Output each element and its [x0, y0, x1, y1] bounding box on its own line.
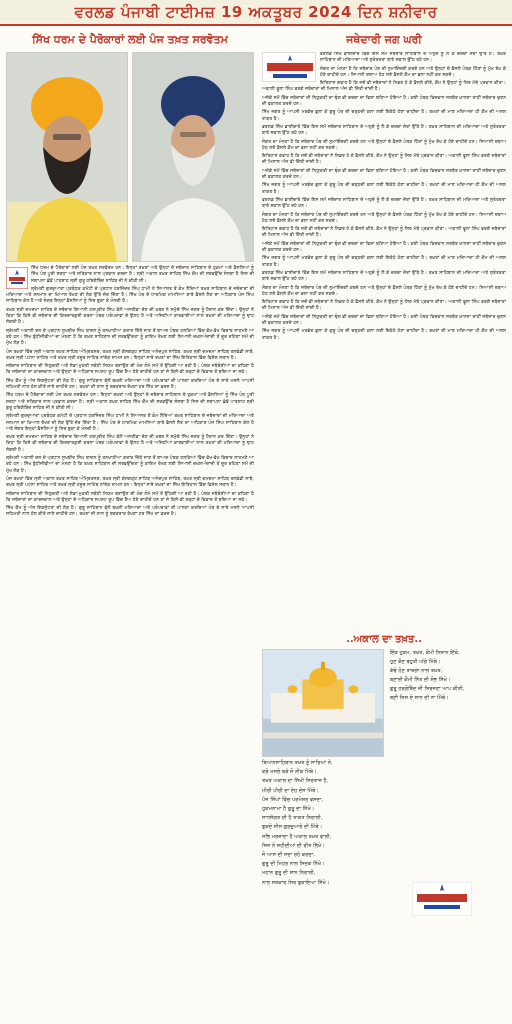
right-paragraph: ਅਜੋਕੇ ਸਮੇਂ ਵਿੱਚ ਜਥੇਦਾਰਾਂ ਦੀ ਨਿਯੁਕਤੀ ਦਾ ਢੰਗ ਵੀ ਚਰਚਾ ਦਾ ਵਿਸ਼ਾ ਬਣਿਆ ਹੋਇਆ ਹੈ। ਕਈ ਪੰਥਕ ਵਿਦਵਾਨ ਸਰਬੱਤ ਖ਼ਾਲਸਾ ਰਾਹੀਂ ਜਥੇਦਾਰ ਚੁਣਨ ਦੀ ਵਕਾਲਤ ਕਰਦੇ ਹਨ।	[262, 314, 506, 326]
right-article-title: ਜਥੇਦਾਰੀ ਜਗ ਘਰੀ	[346, 33, 422, 46]
right-paragraph: ਅਜੋਕੇ ਸਮੇਂ ਵਿੱਚ ਜਥੇਦਾਰਾਂ ਦੀ ਨਿਯੁਕਤੀ ਦਾ ਢੰਗ ਵੀ ਚਰਚਾ ਦਾ ਵਿਸ਼ਾ ਬਣਿਆ ਹੋਇਆ ਹੈ। ਕਈ ਪੰਥਕ ਵਿਦਵਾਨ ਸਰਬੱਤ ਖ਼ਾਲਸਾ ਰਾਹੀਂ ਜਥੇਦਾਰ ਚੁਣਨ ਦੀ ਵਕਾਲਤ ਕਰਦੇ ਹਨ।	[262, 95, 506, 108]
right-paragraph: ਵਰਲਡ ਸਿੱਖ ਭਾਈਚਾਰੇ ਵਿੱਚ ਇਸ ਸਮੇਂ ਜਥੇਦਾਰ ਸਾਹਿਬਾਨ ਦੇ ਅਹੁਦੇ ਨੂੰ ਲੈ ਕੇ ਚਰਚਾ ਜ਼ੋਰਾਂ ਉੱਤੇ ਹੈ। ਤਖ਼ਤ ਸਾਹਿਬਾਨ ਦੀ ਮਰਿਆਦਾ ਅਤੇ ਸੁਤੰਤਰਤਾ ਬਾਰੇ ਸਵਾਲ ਉੱਠ ਰਹੇ ਹਨ।	[320, 52, 506, 64]
right-paragraph: ਅਜੋਕੇ ਸਮੇਂ ਵਿੱਚ ਜਥੇਦਾਰਾਂ ਦੀ ਨਿਯੁਕਤੀ ਦਾ ਢੰਗ ਵੀ ਚਰਚਾ ਦਾ ਵਿਸ਼ਾ ਬਣਿਆ ਹੋਇਆ ਹੈ। ਕਈ ਪੰਥਕ ਵਿਦਵਾਨ ਸਰਬੱਤ ਖ਼ਾਲਸਾ ਰਾਹੀਂ ਜਥੇਦਾਰ ਚੁਣਨ ਦੀ ਵਕਾਲਤ ਕਰਦੇ ਹਨ।	[262, 241, 506, 254]
poem-line: ਸਾਧਸੰਗਤ ਦੀ ਹੈ ਤਾਕਤ ਨਿਰਾਲੀ,	[262, 815, 323, 822]
newspaper-logo-icon	[6, 267, 28, 289]
right-paragraph: ਵਰਲਡ ਸਿੱਖ ਭਾਈਚਾਰੇ ਵਿੱਚ ਇਸ ਸਮੇਂ ਜਥੇਦਾਰ ਸਾਹਿਬਾਨ ਦੇ ਅਹੁਦੇ ਨੂੰ ਲੈ ਕੇ ਚਰਚਾ ਜ਼ੋਰਾਂ ਉੱਤੇ ਹੈ। ਤਖ਼ਤ ਸਾਹਿਬਾਨ ਦੀ ਮਰਿਆਦਾ ਅਤੇ ਸੁਤੰਤਰਤਾ ਬਾਰੇ ਸਵਾਲ ਉੱਠ ਰਹੇ ਹਨ।	[262, 124, 506, 137]
poem-line: ਇੱਕ ਹੁਕਮ, ਤਖ਼ਤ, ਕੌਮੀ ਨਿਸ਼ਾਨ ਇੱਕੋ,	[390, 650, 460, 656]
portrait-photos	[6, 52, 254, 262]
poem-side-text	[390, 649, 506, 757]
footer-newspaper-logo	[412, 882, 472, 916]
poem-line: ਨਾਲ ਸਤਕਾਰ ਸਿਰ ਝੁਕਾਇਆ ਸਿੱਖੇ।	[262, 879, 330, 886]
right-paragraph: ਸੰਗਤ ਦਾ ਮੰਨਣਾ ਹੈ ਕਿ ਜਥੇਦਾਰ ਪੰਥ ਦੀ ਨੁਮਾਇੰਦਗੀ ਕਰਦੇ ਹਨ ਅਤੇ ਉਨ੍ਹਾਂ ਦੇ ਫ਼ੈਸਲੇ ਪੰਥਕ ਹਿੱਤਾਂ ਨੂੰ ਮੁੱਖ ਰੱਖ ਕੇ ਹੋਣੇ ਚਾਹੀਦੇ ਹਨ। ਸਿਆਸੀ ਦਬਾਅ ਹੇਠ ਲਏ ਫ਼ੈਸਲੇ ਕੌਮ ਦਾ ਭਲਾ ਨਹੀਂ ਕਰ ਸਕਦੇ।	[262, 212, 506, 224]
left-article-title: ਸਿੱਖ ਧਰਮ ਦੇ ਪੈਰੋਕਾਰਾਂ ਲਈ ਪੰਜ ਤਖ਼ਤ ਸਰਵੋਤਮ	[32, 33, 228, 46]
left-paragraph: ਪੰਜ ਤਖ਼ਤਾਂ ਵਿੱਚ ਸ੍ਰੀ ਅਕਾਲ ਤਖ਼ਤ ਸਾਹਿਬ ਅੰਮ੍ਰਿਤਸਰ, ਤਖ਼ਤ ਸ੍ਰੀ ਕੇਸਗੜ੍ਹ ਸਾਹਿਬ ਅਨੰਦਪੁਰ ਸਾਹਿਬ, ਤਖ਼ਤ ਸ੍ਰੀ ਦਮਦਮਾ ਸਾਹਿਬ ਤਲਵੰਡੀ ਸਾਬੋ, ਤਖ਼ਤ ਸ੍ਰੀ ਪਟਨਾ ਸਾਹਿਬ ਅਤੇ ਤਖ਼ਤ ਸ੍ਰੀ ਹਜ਼ੂਰ ਸਾਹਿਬ ਨਾਂਦੇੜ ਸ਼ਾਮਲ ਹਨ। ਇਨ੍ਹਾਂ ਸਾਰੇ ਤਖ਼ਤਾਂ ਦਾ ਸਿੱਖ ਇਤਿਹਾਸ ਵਿੱਚ ਵਿਸ਼ੇਸ਼ ਸਥਾਨ ਹੈ।	[6, 476, 254, 489]
poem-line: ਗੁਰੂ ਹਰਗੋਬਿੰਦ ਜੀ ਸਿਰਜਣਾ ਆਪ ਕੀਤੀ,	[390, 686, 465, 692]
golden-temple-image	[262, 649, 384, 757]
right-article	[262, 32, 506, 1018]
left-paragraph: ਸ਼੍ਰੋਮਣੀ ਅਕਾਲੀ ਦਲ ਦੇ ਪ੍ਰਧਾਨ ਸੁਖਬੀਰ ਸਿੰਘ ਬਾਦਲ ਨੂੰ ਤਨਖ਼ਾਹੀਆ ਕਰਾਰ ਦਿੱਤੇ ਜਾਣ ਤੋਂ ਬਾਅਦ ਪੰਥਕ ਹਲਕਿਆਂ ਵਿੱਚ ਵੱਖ-ਵੱਖ ਵਿਚਾਰ ਸਾਹਮਣੇ ਆ ਰਹੇ ਹਨ। ਸਿੱਖ ਬੁੱਧੀਜੀਵੀਆਂ ਦਾ ਮੰਨਣਾ ਹੈ ਕਿ ਤਖ਼ਤ ਸਾਹਿਬਾਨ ਦੀ ਸਰਵਉੱਚਤਾ ਨੂੰ ਕਾਇਮ ਰੱਖਣ ਲਈ ਸਿਆਸੀ ਦਖ਼ਲਅੰਦਾਜ਼ੀ ਤੋਂ ਦੂਰ ਰਹਿਣਾ ਸਮੇਂ ਦੀ ਮੁੱਖ ਲੋੜ ਹੈ।	[6, 456, 254, 474]
poem-line: ਮੀਰੀ ਪੀਰੀ ਦਾ ਏਹ ਦੇਸ ਮਿੱਥੇ।	[262, 787, 319, 794]
right-paragraph: ਸਿੱਖ ਜਗਤ ਨੂੰ ਆਪਸੀ ਮਤਭੇਦ ਭੁਲਾ ਕੇ ਗੁਰੂ ਪੰਥ ਦੀ ਚੜ੍ਹਦੀ ਕਲਾ ਲਈ ਇਕੱਠੇ ਹੋਣਾ ਚਾਹੀਦਾ ਹੈ। ਤਖ਼ਤਾਂ ਦੀ ਮਾਣ ਮਰਿਆਦਾ ਹੀ ਕੌਮ ਦੀ ਅਸਲ ਤਾਕਤ ਹੈ।	[262, 183, 506, 195]
poem-bottom-text	[262, 759, 384, 888]
portrait-photo-2	[132, 52, 254, 262]
poem-line: ਜੋ ਆਸ ਦੀ ਸਦਾ ਰਹੇ ਕਰਦਾ,	[262, 852, 315, 859]
left-paragraph: ਸ਼੍ਰੋਮਣੀ ਅਕਾਲੀ ਦਲ ਦੇ ਪ੍ਰਧਾਨ ਸੁਖਬੀਰ ਸਿੰਘ ਬਾਦਲ ਨੂੰ ਤਨਖ਼ਾਹੀਆ ਕਰਾਰ ਦਿੱਤੇ ਜਾਣ ਤੋਂ ਬਾਅਦ ਪੰਥਕ ਹਲਕਿਆਂ ਵਿੱਚ ਵੱਖ-ਵੱਖ ਵਿਚਾਰ ਸਾਹਮਣੇ ਆ ਰਹੇ ਹਨ। ਸਿੱਖ ਬੁੱਧੀਜੀਵੀਆਂ ਦਾ ਮੰਨਣਾ ਹੈ ਕਿ ਤਖ਼ਤ ਸਾਹਿਬਾਨ ਦੀ ਸਰਵਉੱਚਤਾ ਨੂੰ ਕਾਇਮ ਰੱਖਣ ਲਈ ਸਿਆਸੀ ਦਖ਼ਲਅੰਦਾਜ਼ੀ ਤੋਂ ਦੂਰ ਰਹਿਣਾ ਸਮੇਂ ਦੀ ਮੁੱਖ ਲੋੜ ਹੈ।	[6, 328, 254, 347]
right-paragraph: ਸਿੱਖ ਜਗਤ ਨੂੰ ਆਪਸੀ ਮਤਭੇਦ ਭੁਲਾ ਕੇ ਗੁਰੂ ਪੰਥ ਦੀ ਚੜ੍ਹਦੀ ਕਲਾ ਲਈ ਇਕੱਠੇ ਹੋਣਾ ਚਾਹੀਦਾ ਹੈ। ਤਖ਼ਤਾਂ ਦੀ ਮਾਣ ਮਰਿਆਦਾ ਹੀ ਕੌਮ ਦੀ ਅਸਲ ਤਾਕਤ ਹੈ।	[262, 256, 506, 268]
poem-line: ਮਹਾਨ ਗੁਰੂ ਦੀ ਸ਼ਾਨ ਨਿਰਾਲੀ,	[262, 870, 316, 877]
masthead	[0, 0, 512, 26]
right-paragraph: ਸਿੱਖ ਜਗਤ ਨੂੰ ਆਪਸੀ ਮਤਭੇਦ ਭੁਲਾ ਕੇ ਗੁਰੂ ਪੰਥ ਦੀ ਚੜ੍ਹਦੀ ਕਲਾ ਲਈ ਇਕੱਠੇ ਹੋਣਾ ਚਾਹੀਦਾ ਹੈ। ਤਖ਼ਤਾਂ ਦੀ ਮਾਣ ਮਰਿਆਦਾ ਹੀ ਕੌਮ ਦੀ ਅਸਲ ਤਾਕਤ ਹੈ।	[262, 329, 506, 341]
left-paragraph: ਪੰਜ ਤਖ਼ਤਾਂ ਵਿੱਚ ਸ੍ਰੀ ਅਕਾਲ ਤਖ਼ਤ ਸਾਹਿਬ ਅੰਮ੍ਰਿਤਸਰ, ਤਖ਼ਤ ਸ੍ਰੀ ਕੇਸਗੜ੍ਹ ਸਾਹਿਬ ਅਨੰਦਪੁਰ ਸਾਹਿਬ, ਤਖ਼ਤ ਸ੍ਰੀ ਦਮਦਮਾ ਸਾਹਿਬ ਤਲਵੰਡੀ ਸਾਬੋ, ਤਖ਼ਤ ਸ੍ਰੀ ਪਟਨਾ ਸਾਹਿਬ ਅਤੇ ਤਖ਼ਤ ਸ੍ਰੀ ਹਜ਼ੂਰ ਸਾਹਿਬ ਨਾਂਦੇੜ ਸ਼ਾਮਲ ਹਨ। ਇਨ੍ਹਾਂ ਸਾਰੇ ਤਖ਼ਤਾਂ ਦਾ ਸਿੱਖ ਇਤਿਹਾਸ ਵਿੱਚ ਵਿਸ਼ੇਸ਼ ਸਥਾਨ ਹੈ।	[6, 349, 254, 361]
right-paragraph: ਇਤਿਹਾਸ ਗਵਾਹ ਹੈ ਕਿ ਜਦੋਂ ਵੀ ਜਥੇਦਾਰਾਂ ਨੇ ਨਿਡਰ ਹੋ ਕੇ ਫ਼ੈਸਲੇ ਕੀਤੇ, ਕੌਮ ਨੇ ਉਨ੍ਹਾਂ ਨੂੰ ਸਿਰ ਮੱਥੇ ਪ੍ਰਵਾਨ ਕੀਤਾ। ਅਕਾਲੀ ਫੂਲਾ ਸਿੰਘ ਵਰਗੇ ਜਥੇਦਾਰਾਂ ਦੀ ਮਿਸਾਲ ਅੱਜ ਵੀ ਦਿੱਤੀ ਜਾਂਦੀ ਹੈ।	[262, 300, 506, 312]
right-paragraph: ਇਤਿਹਾਸ ਗਵਾਹ ਹੈ ਕਿ ਜਦੋਂ ਵੀ ਜਥੇਦਾਰਾਂ ਨੇ ਨਿਡਰ ਹੋ ਕੇ ਫ਼ੈਸਲੇ ਕੀਤੇ, ਕੌਮ ਨੇ ਉਨ੍ਹਾਂ ਨੂੰ ਸਿਰ ਮੱਥੇ ਪ੍ਰਵਾਨ ਕੀਤਾ। ਅਕਾਲੀ ਫੂਲਾ ਸਿੰਘ ਵਰਗੇ ਜਥੇਦਾਰਾਂ ਦੀ ਮਿਸਾਲ ਅੱਜ ਵੀ ਦਿੱਤੀ ਜਾਂਦੀ ਹੈ।	[262, 227, 506, 239]
left-paragraph: ਜਥੇਦਾਰ ਸਾਹਿਬਾਨ ਦੀ ਨਿਯੁਕਤੀ ਅਤੇ ਸੇਵਾ-ਮੁਕਤੀ ਸਬੰਧੀ ਨਿਯਮ ਬਣਾਉਣ ਦੀ ਮੰਗ ਲੰਮੇ ਸਮੇਂ ਤੋਂ ਉੱਠਦੀ ਆ ਰਹੀ ਹੈ। ਪੰਥਕ ਜਥੇਬੰਦੀਆਂ ਦਾ ਕਹਿਣਾ ਹੈ ਕਿ ਜਥੇਦਾਰਾਂ ਦਾ ਕਾਰਜਕਾਲ ਅਤੇ ਉਨ੍ਹਾਂ ਦੇ ਅਧਿਕਾਰ ਸਪਸ਼ਟ ਰੂਪ ਵਿੱਚ ਤੈਅ ਹੋਣੇ ਚਾਹੀਦੇ ਹਨ ਤਾਂ ਜੋ ਕਿਸੇ ਵੀ ਤਰ੍ਹਾਂ ਦੇ ਵਿਵਾਦ ਤੋਂ ਬਚਿਆ ਜਾ ਸਕੇ।	[6, 491, 254, 503]
right-paragraph: ਵਰਲਡ ਸਿੱਖ ਭਾਈਚਾਰੇ ਵਿੱਚ ਇਸ ਸਮੇਂ ਜਥੇਦਾਰ ਸਾਹਿਬਾਨ ਦੇ ਅਹੁਦੇ ਨੂੰ ਲੈ ਕੇ ਚਰਚਾ ਜ਼ੋਰਾਂ ਉੱਤੇ ਹੈ। ਤਖ਼ਤ ਸਾਹਿਬਾਨ ਦੀ ਮਰਿਆਦਾ ਅਤੇ ਸੁਤੰਤਰਤਾ ਬਾਰੇ ਸਵਾਲ ਉੱਠ ਰਹੇ ਹਨ।	[262, 270, 506, 283]
right-paragraph: ਇਤਿਹਾਸ ਗਵਾਹ ਹੈ ਕਿ ਜਦੋਂ ਵੀ ਜਥੇਦਾਰਾਂ ਨੇ ਨਿਡਰ ਹੋ ਕੇ ਫ਼ੈਸਲੇ ਕੀਤੇ, ਕੌਮ ਨੇ ਉਨ੍ਹਾਂ ਨੂੰ ਸਿਰ ਮੱਥੇ ਪ੍ਰਵਾਨ ਕੀਤਾ। ਅਕਾਲੀ ਫੂਲਾ ਸਿੰਘ ਵਰਗੇ ਜਥੇਦਾਰਾਂ ਦੀ ਮਿਸਾਲ ਅੱਜ ਵੀ ਦਿੱਤੀ ਜਾਂਦੀ ਹੈ।	[262, 81, 506, 93]
right-paragraph: ਸੰਗਤ ਦਾ ਮੰਨਣਾ ਹੈ ਕਿ ਜਥੇਦਾਰ ਪੰਥ ਦੀ ਨੁਮਾਇੰਦਗੀ ਕਰਦੇ ਹਨ ਅਤੇ ਉਨ੍ਹਾਂ ਦੇ ਫ਼ੈਸਲੇ ਪੰਥਕ ਹਿੱਤਾਂ ਨੂੰ ਮੁੱਖ ਰੱਖ ਕੇ ਹੋਣੇ ਚਾਹੀਦੇ ਹਨ। ਸਿਆਸੀ ਦਬਾਅ ਹੇਠ ਲਏ ਫ਼ੈਸਲੇ ਕੌਮ ਦਾ ਭਲਾ ਨਹੀਂ ਕਰ ਸਕਦੇ।	[320, 66, 506, 78]
portrait-photo-1	[6, 52, 128, 262]
poem-line: ਗੁਰੂ ਦੀ ਮਿਹਰ ਨਾਲ ਸਿਦਕ ਨਿੱਖੇ।	[262, 861, 325, 868]
right-paragraph: ਸਿੱਖ ਜਗਤ ਨੂੰ ਆਪਸੀ ਮਤਭੇਦ ਭੁਲਾ ਕੇ ਗੁਰੂ ਪੰਥ ਦੀ ਚੜ੍ਹਦੀ ਕਲਾ ਲਈ ਇਕੱਠੇ ਹੋਣਾ ਚਾਹੀਦਾ ਹੈ। ਤਖ਼ਤਾਂ ਦੀ ਮਾਣ ਮਰਿਆਦਾ ਹੀ ਕੌਮ ਦੀ ਅਸਲ ਤਾਕਤ ਹੈ।	[262, 110, 506, 122]
left-paragraph: ਸਿੱਖ ਧਰਮ ਦੇ ਪੈਰੋਕਾਰਾਂ ਲਈ ਪੰਜ ਤਖ਼ਤ ਸਰਵੋਤਮ ਹਨ। ਇਨ੍ਹਾਂ ਤਖ਼ਤਾਂ ਅਤੇ ਉਨ੍ਹਾਂ ਦੇ ਜਥੇਦਾਰ ਸਾਹਿਬਾਨ ਦੇ ਹੁਕਮਾਂ ਅਤੇ ਫ਼ੈਸਲਿਆਂ ਨੂੰ ਸਿੱਖ ਪੰਥ ਪੂਰੀ ਸ਼ਰਧਾ ਅਤੇ ਸਤਿਕਾਰ ਨਾਲ ਪ੍ਰਵਾਨ ਕਰਦਾ ਹੈ। ਸ੍ਰੀ ਅਕਾਲ ਤਖ਼ਤ ਸਾਹਿਬ ਸਿੱਖ ਕੌਮ ਦੀ ਸਰਵਉੱਚ ਸੰਸਥਾ ਹੈ ਜਿਸ ਦੀ ਸਥਾਪਨਾ ਛੇਵੇਂ ਪਾਤਸ਼ਾਹ ਸ੍ਰੀ ਗੁਰੂ ਹਰਿਗੋਬਿੰਦ ਸਾਹਿਬ ਜੀ ਨੇ ਕੀਤੀ ਸੀ।	[6, 393, 254, 411]
right-paragraph: ਅਜੋਕੇ ਸਮੇਂ ਵਿੱਚ ਜਥੇਦਾਰਾਂ ਦੀ ਨਿਯੁਕਤੀ ਦਾ ਢੰਗ ਵੀ ਚਰਚਾ ਦਾ ਵਿਸ਼ਾ ਬਣਿਆ ਹੋਇਆ ਹੈ। ਕਈ ਪੰਥਕ ਵਿਦਵਾਨ ਸਰਬੱਤ ਖ਼ਾਲਸਾ ਰਾਹੀਂ ਜਥੇਦਾਰ ਚੁਣਨ ਦੀ ਵਕਾਲਤ ਕਰਦੇ ਹਨ।	[262, 168, 506, 181]
left-paragraph: ਤਖ਼ਤ ਸ੍ਰੀ ਦਮਦਮਾ ਸਾਹਿਬ ਦੇ ਜਥੇਦਾਰ ਗਿਆਨੀ ਹਰਪ੍ਰੀਤ ਸਿੰਘ ਵੱਲੋਂ ਅਸਤੀਫ਼ਾ ਦੇਣ ਦੀ ਖ਼ਬਰ ਨੇ ਸਮੁੱਚੇ ਸਿੱਖ ਜਗਤ ਨੂੰ ਹੈਰਾਨ ਕਰ ਦਿੱਤਾ। ਉਨ੍ਹਾਂ ਨੇ ਕਿਹਾ ਕਿ ਕਿਸੇ ਵੀ ਜਥੇਦਾਰ ਦੀ ਕਿਰਦਾਰਕੁਸ਼ੀ ਕਰਨਾ ਪੰਥਕ ਪਰੰਪਰਾਵਾਂ ਦੇ ਉਲਟ ਹੈ ਅਤੇ ਅਜਿਹੀਆਂ ਕਾਰਵਾਈਆਂ ਨਾਲ ਤਖ਼ਤਾਂ ਦੀ ਮਰਿਆਦਾ ਨੂੰ ਢਾਹ ਲੱਗਦੀ ਹੈ।	[6, 307, 254, 326]
right-paragraph: ਇਤਿਹਾਸ ਗਵਾਹ ਹੈ ਕਿ ਜਦੋਂ ਵੀ ਜਥੇਦਾਰਾਂ ਨੇ ਨਿਡਰ ਹੋ ਕੇ ਫ਼ੈਸਲੇ ਕੀਤੇ, ਕੌਮ ਨੇ ਉਨ੍ਹਾਂ ਨੂੰ ਸਿਰ ਮੱਥੇ ਪ੍ਰਵਾਨ ਕੀਤਾ। ਅਕਾਲੀ ਫੂਲਾ ਸਿੰਘ ਵਰਗੇ ਜਥੇਦਾਰਾਂ ਦੀ ਮਿਸਾਲ ਅੱਜ ਵੀ ਦਿੱਤੀ ਜਾਂਦੀ ਹੈ।	[262, 154, 506, 166]
left-paragraph: ਤਖ਼ਤ ਸ੍ਰੀ ਦਮਦਮਾ ਸਾਹਿਬ ਦੇ ਜਥੇਦਾਰ ਗਿਆਨੀ ਹਰਪ੍ਰੀਤ ਸਿੰਘ ਵੱਲੋਂ ਅਸਤੀਫ਼ਾ ਦੇਣ ਦੀ ਖ਼ਬਰ ਨੇ ਸਮੁੱਚੇ ਸਿੱਖ ਜਗਤ ਨੂੰ ਹੈਰਾਨ ਕਰ ਦਿੱਤਾ। ਉਨ੍ਹਾਂ ਨੇ ਕਿਹਾ ਕਿ ਕਿਸੇ ਵੀ ਜਥੇਦਾਰ ਦੀ ਕਿਰਦਾਰਕੁਸ਼ੀ ਕਰਨਾ ਪੰਥਕ ਪਰੰਪਰਾਵਾਂ ਦੇ ਉਲਟ ਹੈ ਅਤੇ ਅਜਿਹੀਆਂ ਕਾਰਵਾਈਆਂ ਨਾਲ ਤਖ਼ਤਾਂ ਦੀ ਮਰਿਆਦਾ ਨੂੰ ਢਾਹ ਲੱਗਦੀ ਹੈ।	[6, 435, 254, 453]
poem-line: ਤਖ਼ਤ ਅਕਾਲ ਦਾ ਸਿੱਖੀ ਸਿਰਤਾਜ ਹੈ,	[262, 778, 329, 785]
right-article-body	[262, 52, 506, 628]
poem-line: ਬਣੀ ਜਿਸ ਦੇ ਸ਼ਾਨ ਦੀ ਨਾ ਮਿੱਥੇ।	[390, 695, 449, 701]
poem-line: ਸਭਿ ਮਰਜ਼ਾਦਾ ਹੈ ਅਕਾਲ ਤਖ਼ਤ ਵਾਲੀ,	[262, 833, 332, 840]
poem-line: ਹੁਕਮਨਾਮਾ ਹੈ ਗੁਰੂ ਦਾ ਸਿੱਖੇ।	[262, 806, 315, 813]
right-paragraph: ਸੰਗਤ ਦਾ ਮੰਨਣਾ ਹੈ ਕਿ ਜਥੇਦਾਰ ਪੰਥ ਦੀ ਨੁਮਾਇੰਦਗੀ ਕਰਦੇ ਹਨ ਅਤੇ ਉਨ੍ਹਾਂ ਦੇ ਫ਼ੈਸਲੇ ਪੰਥਕ ਹਿੱਤਾਂ ਨੂੰ ਮੁੱਖ ਰੱਖ ਕੇ ਹੋਣੇ ਚਾਹੀਦੇ ਹਨ। ਸਿਆਸੀ ਦਬਾਅ ਹੇਠ ਲਏ ਫ਼ੈਸਲੇ ਕੌਮ ਦਾ ਭਲਾ ਨਹੀਂ ਕਰ ਸਕਦੇ।	[262, 285, 506, 297]
left-paragraph: ਸ਼੍ਰੋਮਣੀ ਗੁਰਦੁਆਰਾ ਪ੍ਰਬੰਧਕ ਕਮੇਟੀ ਦੇ ਪ੍ਰਧਾਨ ਹਰਜਿੰਦਰ ਸਿੰਘ ਧਾਮੀ ਨੇ ਸਿਆਸਤ ਤੋਂ ਕੰਮ ਲੈਂਦਿਆਂ ਤਖ਼ਤ ਸਾਹਿਬਾਨ ਦੇ ਜਥੇਦਾਰਾਂ ਦੀ ਮਰਿਆਦਾ ਅਤੇ ਸਨਮਾਨ ਦਾ ਖ਼ਿਆਲ ਰੱਖਣ ਦੀ ਲੋੜ ਉੱਤੇ ਜ਼ੋਰ ਦਿੱਤਾ ਹੈ। ਸਿੱਖ ਪੰਥ ਦੇ ਧਾਰਮਿਕ ਮਾਮਲਿਆਂ ਬਾਰੇ ਫ਼ੈਸਲੇ ਲੈਣ ਦਾ ਅਧਿਕਾਰ ਪੰਜ ਸਿੰਘ ਸਾਹਿਬਾਨ ਕੋਲ ਹੈ ਅਤੇ ਸੰਗਤ ਇਨ੍ਹਾਂ ਫ਼ੈਸਲਿਆਂ ਨੂੰ ਸਿਰ ਝੁਕਾ ਕੇ ਮੰਨਦੀ ਹੈ।	[6, 414, 254, 432]
right-paragraph: ਵਰਲਡ ਸਿੱਖ ਭਾਈਚਾਰੇ ਵਿੱਚ ਇਸ ਸਮੇਂ ਜਥੇਦਾਰ ਸਾਹਿਬਾਨ ਦੇ ਅਹੁਦੇ ਨੂੰ ਲੈ ਕੇ ਚਰਚਾ ਜ਼ੋਰਾਂ ਉੱਤੇ ਹੈ। ਤਖ਼ਤ ਸਾਹਿਬਾਨ ਦੀ ਮਰਿਆਦਾ ਅਤੇ ਸੁਤੰਤਰਤਾ ਬਾਰੇ ਸਵਾਲ ਉੱਠ ਰਹੇ ਹਨ।	[262, 197, 506, 210]
poem-block	[262, 649, 506, 757]
poem-line: ਬਿਆਨਸਾਹਿਬਾਨ ਤਖ਼ਤ ਨੂੰ ਸਾਰਿਆਂ ਨੇ,	[262, 760, 333, 766]
poem-line: ਕਰੇ ਮਸਲੇ ਬੜੇ ਜੋ ਨੀਕ ਮਿੱਥੇ।	[262, 769, 317, 776]
poem-line: ਬਣਾਈ ਕੌਮੀ ਨਿੱਤ ਦੀ ਸ਼ੋਭ ਸਿੱਖੇ।	[390, 677, 451, 683]
right-paragraph: ਸੰਗਤ ਦਾ ਮੰਨਣਾ ਹੈ ਕਿ ਜਥੇਦਾਰ ਪੰਥ ਦੀ ਨੁਮਾਇੰਦਗੀ ਕਰਦੇ ਹਨ ਅਤੇ ਉਨ੍ਹਾਂ ਦੇ ਫ਼ੈਸਲੇ ਪੰਥਕ ਹਿੱਤਾਂ ਨੂੰ ਮੁੱਖ ਰੱਖ ਕੇ ਹੋਣੇ ਚਾਹੀਦੇ ਹਨ। ਸਿਆਸੀ ਦਬਾਅ ਹੇਠ ਲਏ ਫ਼ੈਸਲੇ ਕੌਮ ਦਾ ਭਲਾ ਨਹੀਂ ਕਰ ਸਕਦੇ।	[262, 139, 506, 151]
poem-line: ਜਿਸ ਨੇ ਸ਼ਹੀਦੀਆਂ ਦੀ ਰੀਤ ਲਿੱਖੇ।	[262, 842, 325, 849]
masthead-title: ਵਰਲਡ ਪੰਜਾਬੀ ਟਾਈਮਜ਼ 19 ਅਕਤੂਬਰ 2024 ਦਿਨ ਸ਼ਨੀਵਾਰ	[74, 3, 438, 21]
poem-line: ਝੁਕਦੇ ਸੀਸ ਗੁਰਦੁਆਰੇ ਦੀ ਮਿੱਥੇ।	[262, 824, 323, 831]
left-paragraph: ਸ਼੍ਰੋਮਣੀ ਗੁਰਦੁਆਰਾ ਪ੍ਰਬੰਧਕ ਕਮੇਟੀ ਦੇ ਪ੍ਰਧਾਨ ਹਰਜਿੰਦਰ ਸਿੰਘ ਧਾਮੀ ਨੇ ਸਿਆਸਤ ਤੋਂ ਕੰਮ ਲੈਂਦਿਆਂ ਤਖ਼ਤ ਸਾਹਿਬਾਨ ਦੇ ਜਥੇਦਾਰਾਂ ਦੀ ਮਰਿਆਦਾ ਅਤੇ ਸਨਮਾਨ ਦਾ ਖ਼ਿਆਲ ਰੱਖਣ ਦੀ ਲੋੜ ਉੱਤੇ ਜ਼ੋਰ ਦਿੱਤਾ ਹੈ। ਸਿੱਖ ਪੰਥ ਦੇ ਧਾਰਮਿਕ ਮਾਮਲਿਆਂ ਬਾਰੇ ਫ਼ੈਸਲੇ ਲੈਣ ਦਾ ਅਧਿਕਾਰ ਪੰਜ ਸਿੰਘ ਸਾਹਿਬਾਨ ਕੋਲ ਹੈ ਅਤੇ ਸੰਗਤ ਇਨ੍ਹਾਂ ਫ਼ੈਸਲਿਆਂ ਨੂੰ ਸਿਰ ਝੁਕਾ ਕੇ ਮੰਨਦੀ ਹੈ।	[6, 286, 254, 305]
left-paragraph: ਜਥੇਦਾਰ ਸਾਹਿਬਾਨ ਦੀ ਨਿਯੁਕਤੀ ਅਤੇ ਸੇਵਾ-ਮੁਕਤੀ ਸਬੰਧੀ ਨਿਯਮ ਬਣਾਉਣ ਦੀ ਮੰਗ ਲੰਮੇ ਸਮੇਂ ਤੋਂ ਉੱਠਦੀ ਆ ਰਹੀ ਹੈ। ਪੰਥਕ ਜਥੇਬੰਦੀਆਂ ਦਾ ਕਹਿਣਾ ਹੈ ਕਿ ਜਥੇਦਾਰਾਂ ਦਾ ਕਾਰਜਕਾਲ ਅਤੇ ਉਨ੍ਹਾਂ ਦੇ ਅਧਿਕਾਰ ਸਪਸ਼ਟ ਰੂਪ ਵਿੱਚ ਤੈਅ ਹੋਣੇ ਚਾਹੀਦੇ ਹਨ ਤਾਂ ਜੋ ਕਿਸੇ ਵੀ ਤਰ੍ਹਾਂ ਦੇ ਵਿਵਾਦ ਤੋਂ ਬਚਿਆ ਜਾ ਸਕੇ।	[6, 364, 254, 376]
poem-line: ਹੁਣ ਕੌਣ ਬਹੁਤੀ ਅੱਗੇ ਮਿੱਥੇ।	[390, 659, 441, 665]
newspaper-logo	[262, 52, 316, 82]
poem-line: ਪੰਜ ਸਿੰਘਾਂ ਵਿੱਚ ਪਰਮੇਸ਼ਰ ਵਸਦਾ,	[262, 796, 323, 803]
left-article-body	[6, 266, 254, 519]
poem-title: ..ਅਕਾਲ ਦਾ ਤਖ਼ਤ..	[346, 634, 422, 645]
left-paragraph: ਸਿੱਖ ਕੌਮ ਨੂੰ ਅੱਜ ਇਕਜੁੱਟਤਾ ਦੀ ਲੋੜ ਹੈ। ਗੁਰੂ ਸਾਹਿਬਾਨ ਵੱਲੋਂ ਬਖ਼ਸ਼ੀ ਮਰਿਆਦਾ ਅਤੇ ਪਰੰਪਰਾਵਾਂ ਦੀ ਪਾਲਣਾ ਕਰਦਿਆਂ ਪੰਥ ਦੇ ਸਾਰੇ ਮਸਲੇ ਆਪਸੀ ਸਹਿਮਤੀ ਨਾਲ ਹੱਲ ਕੀਤੇ ਜਾਣੇ ਚਾਹੀਦੇ ਹਨ। ਤਖ਼ਤਾਂ ਦੀ ਸ਼ਾਨ ਨੂੰ ਬਰਕਰਾਰ ਰੱਖਣਾ ਹਰ ਸਿੱਖ ਦਾ ਫ਼ਰਜ਼ ਹੈ।	[6, 506, 254, 518]
left-paragraph: ਸਿੱਖ ਕੌਮ ਨੂੰ ਅੱਜ ਇਕਜੁੱਟਤਾ ਦੀ ਲੋੜ ਹੈ। ਗੁਰੂ ਸਾਹਿਬਾਨ ਵੱਲੋਂ ਬਖ਼ਸ਼ੀ ਮਰਿਆਦਾ ਅਤੇ ਪਰੰਪਰਾਵਾਂ ਦੀ ਪਾਲਣਾ ਕਰਦਿਆਂ ਪੰਥ ਦੇ ਸਾਰੇ ਮਸਲੇ ਆਪਸੀ ਸਹਿਮਤੀ ਨਾਲ ਹੱਲ ਕੀਤੇ ਜਾਣੇ ਚਾਹੀਦੇ ਹਨ। ਤਖ਼ਤਾਂ ਦੀ ਸ਼ਾਨ ਨੂੰ ਬਰਕਰਾਰ ਰੱਖਣਾ ਹਰ ਸਿੱਖ ਦਾ ਫ਼ਰਜ਼ ਹੈ।	[6, 378, 254, 391]
left-article	[6, 32, 254, 1018]
poem-line: ਕੱਢੇ ਹੋਣ ਤਾਜ਼ਗਾ ਨਾਲ ਤਖ਼ਤ,	[390, 668, 443, 674]
left-paragraph: ਸਿੱਖ ਧਰਮ ਦੇ ਪੈਰੋਕਾਰਾਂ ਲਈ ਪੰਜ ਤਖ਼ਤ ਸਰਵੋਤਮ ਹਨ। ਇਨ੍ਹਾਂ ਤਖ਼ਤਾਂ ਅਤੇ ਉਨ੍ਹਾਂ ਦੇ ਜਥੇਦਾਰ ਸਾਹਿਬਾਨ ਦੇ ਹੁਕਮਾਂ ਅਤੇ ਫ਼ੈਸਲਿਆਂ ਨੂੰ ਸਿੱਖ ਪੰਥ ਪੂਰੀ ਸ਼ਰਧਾ ਅਤੇ ਸਤਿਕਾਰ ਨਾਲ ਪ੍ਰਵਾਨ ਕਰਦਾ ਹੈ। ਸ੍ਰੀ ਅਕਾਲ ਤਖ਼ਤ ਸਾਹਿਬ ਸਿੱਖ ਕੌਮ ਦੀ ਸਰਵਉੱਚ ਸੰਸਥਾ ਹੈ ਜਿਸ ਦੀ ਸਥਾਪਨਾ ਛੇਵੇਂ ਪਾਤਸ਼ਾਹ ਸ੍ਰੀ ਗੁਰੂ ਹਰਿਗੋਬਿੰਦ ਸਾਹਿਬ ਜੀ ਨੇ ਕੀਤੀ ਸੀ।	[31, 266, 254, 284]
